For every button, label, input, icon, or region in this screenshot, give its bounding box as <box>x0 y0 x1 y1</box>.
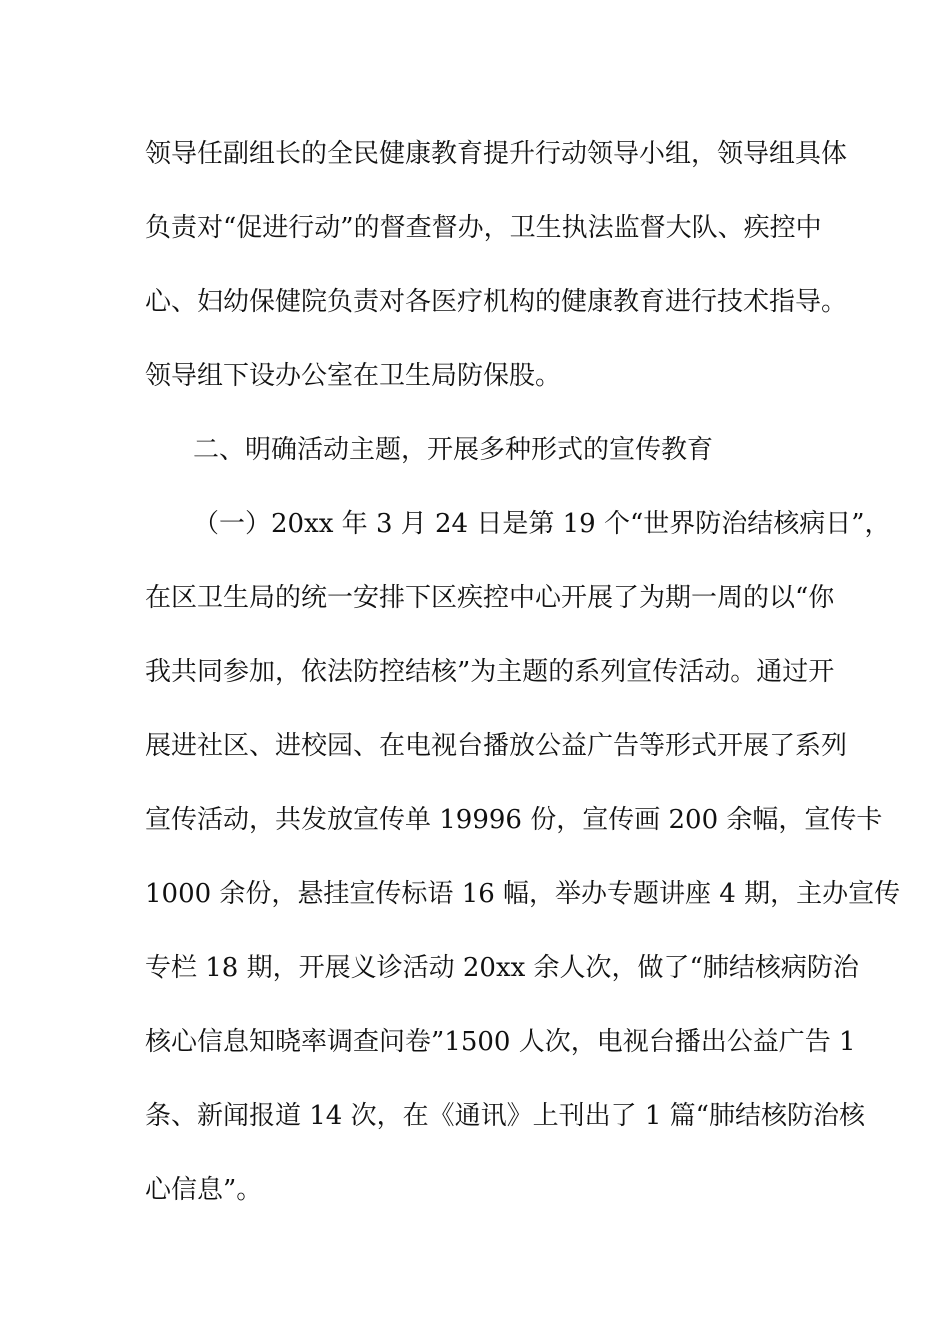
paragraph-line: 心信息”。 <box>145 1175 263 1205</box>
paragraph-line: （一）20xx 年 3 月 24 日是第 19 个“世界防治结核病日”， <box>193 509 891 539</box>
paragraph-line: 宣传活动，共发放宣传单 19996 份，宣传画 200 余幅，宣传卡 <box>145 805 883 835</box>
paragraph-line: 在区卫生局的统一安排下区疾控中心开展了为期一周的以“你 <box>145 583 835 613</box>
paragraph-line: 心、妇幼保健院负责对各医疗机构的健康教育进行技术指导。 <box>145 287 848 317</box>
paragraph-line: 展进社区、进校园、在电视台播放公益广告等形式开展了系列 <box>145 731 848 761</box>
paragraph-line: 领导任副组长的全民健康教育提升行动领导小组，领导组具体 <box>145 139 848 169</box>
paragraph-line: 领导组下设办公室在卫生局防保股。 <box>145 361 562 391</box>
paragraph-line: 1000 余份，悬挂宣传标语 16 幅，举办专题讲座 4 期，主办宣传 <box>145 879 901 909</box>
paragraph-line: 条、新闻报道 14 次，在《通讯》上刊出了 1 篇“肺结核防治核 <box>145 1101 865 1131</box>
paragraph-line: 我共同参加，依法防控结核”为主题的系列宣传活动。通过开 <box>145 657 835 687</box>
paragraph-line: 核心信息知晓率调查问卷”1500 人次，电视台播出公益广告 1 <box>145 1027 856 1057</box>
paragraph-line: 专栏 18 期，开展义诊活动 20xx 余人次，做了“肺结核病防治 <box>145 953 859 983</box>
section-heading: 二、明确活动主题，开展多种形式的宣传教育 <box>193 435 714 465</box>
paragraph-line: 负责对“促进行动”的督查督办，卫生执法监督大队、疾控中 <box>145 213 822 243</box>
